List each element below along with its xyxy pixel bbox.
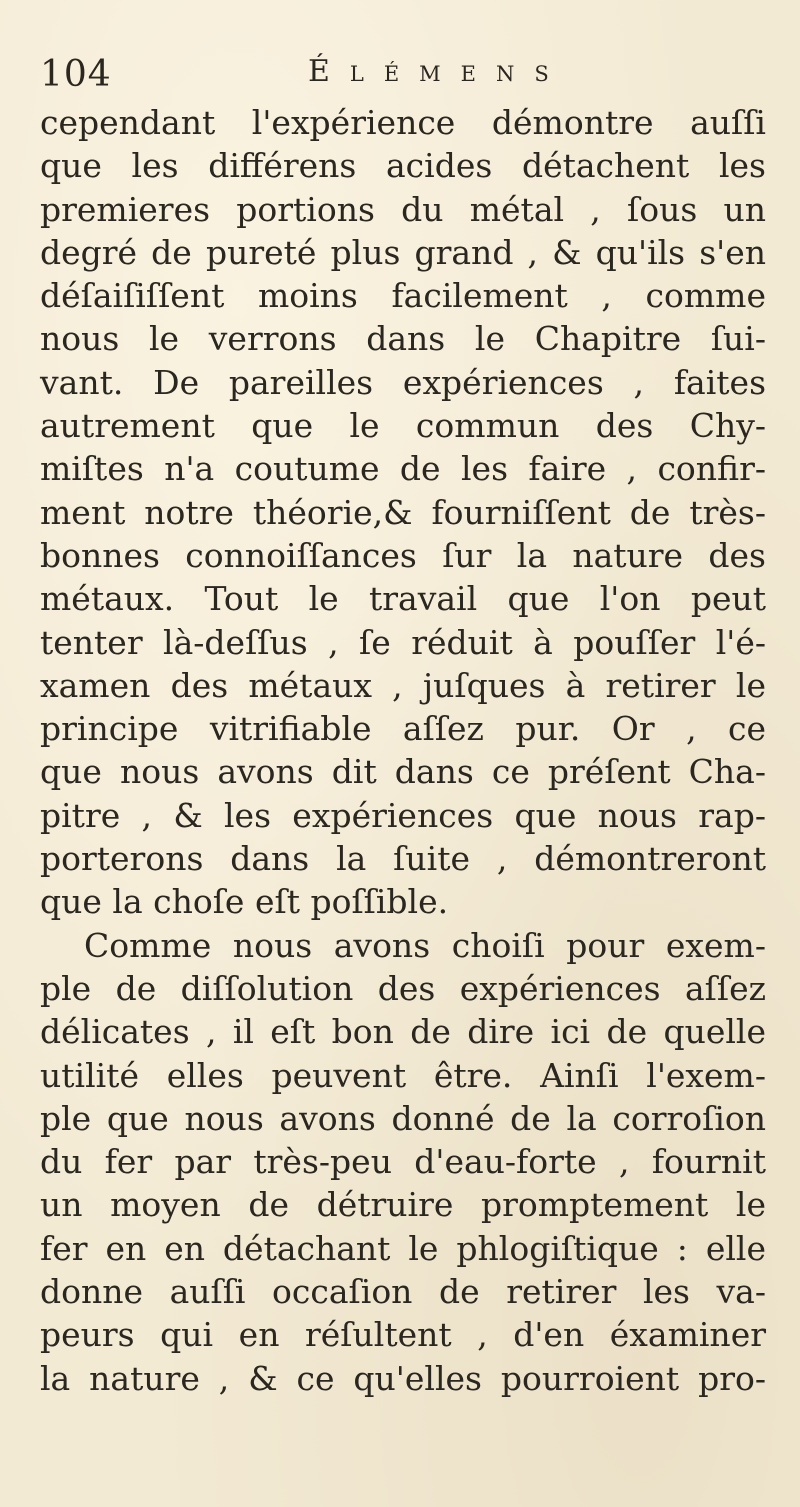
body-text: [40, 101, 766, 1400]
text-line: du fer par très-peu d'eau-forte , fournit: [40, 1142, 766, 1182]
text-line: la nature , & ce qu'elles pourroient pro-: [40, 1358, 766, 1398]
text-line: tenter là-deſſus , ſe réduit à pouſſer l'é-: [40, 622, 766, 662]
running-title: Élémens: [308, 54, 569, 89]
text-line: métaux. Tout le travail que l'on peut: [40, 579, 766, 619]
text-line: nous le verrons dans le Chapitre ſui-: [40, 319, 766, 359]
text-line: autrement que le commun des Chy-: [40, 406, 766, 446]
text-line: que les différens acides détachent les: [40, 146, 766, 186]
text-line: degré de pureté plus grand , & qu'ils s'en: [40, 232, 766, 272]
text-line: délicates , il eſt bon de dire ici de quelle: [40, 1012, 766, 1052]
text-line: cependant l'expérience démontre auſſi: [40, 103, 766, 142]
text-line: bonnes connoiſſances ſur la nature des: [40, 535, 766, 575]
text-line: ple que nous avons donné de la corroſion: [40, 1098, 766, 1138]
page-header: [40, 48, 760, 98]
text-line: un moyen de détruire promptement le: [40, 1185, 766, 1225]
text-line: donne auſſi occaſion de retirer les va-: [40, 1272, 766, 1312]
text-line: utilité elles peuvent être. Ainſi l'exem-: [40, 1055, 766, 1095]
text-line: vant. De pareilles expériences , faites: [40, 362, 766, 402]
text-line: que nous avons dit dans ce préſent Cha-: [40, 752, 766, 792]
text-line: ment notre théorie,& fourniſſent de très-: [40, 492, 766, 532]
text-line: fer en en détachant le phlogiſtique : elle: [40, 1228, 766, 1268]
page-number: 104: [40, 54, 112, 95]
text-line: xamen des métaux , juſques à retirer le: [40, 665, 766, 705]
text-line: miſtes n'a coutume de les faire , confir-: [40, 449, 766, 489]
text-line: principe vitrifiable aſſez pur. Or , ce: [40, 709, 766, 749]
text-line: ple de diſſolution des expériences aſſez: [40, 968, 766, 1008]
text-line: premieres portions du métal , ſous un: [40, 189, 766, 229]
text-line: déſaiſiſſent moins facilement , comme: [40, 276, 766, 316]
text-line: peurs qui en réſultent , d'en éxaminer: [40, 1315, 766, 1355]
paragraph-start-line: Comme nous avons choiſi pour exem-: [84, 925, 766, 965]
paragraph-end-line: que la choſe eſt poſſible.: [40, 882, 449, 922]
text-line: pitre , & les expériences que nous rap-: [40, 795, 766, 835]
text-line: porterons dans la ſuite , démontreront: [40, 839, 766, 879]
